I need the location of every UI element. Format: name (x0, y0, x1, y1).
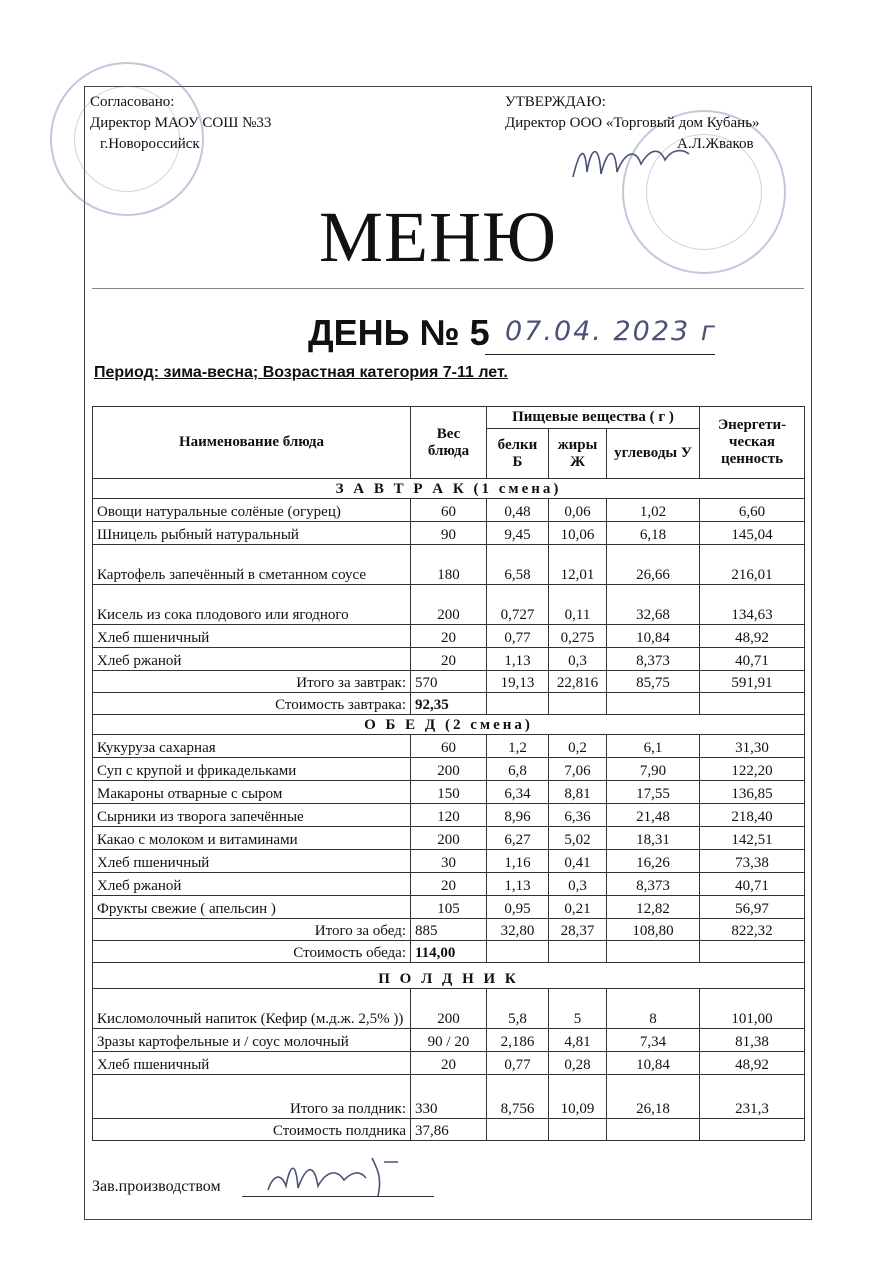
total-carbs: 85,75 (607, 671, 700, 693)
cell-dish-name: Хлеб пшеничный (93, 1052, 411, 1075)
cell-dish-name: Кукуруза сахарная (93, 735, 411, 758)
section-row (93, 479, 805, 499)
total-weight: 570 (411, 671, 487, 693)
approval-block-left (90, 92, 271, 155)
empty-cell (549, 693, 607, 715)
cell-protein: 0,48 (487, 499, 549, 522)
cost-row (93, 1119, 805, 1141)
cell-weight: 200 (411, 758, 487, 781)
cell-protein: 6,34 (487, 781, 549, 804)
cell-fat: 12,01 (549, 545, 607, 585)
total-protein: 32,80 (487, 919, 549, 941)
cell-carbs: 18,31 (607, 827, 700, 850)
director-signature (565, 132, 695, 187)
cell-protein: 1,13 (487, 648, 549, 671)
page-title: МЕНЮ (319, 197, 557, 277)
cell-dish-name: Кисель из сока плодового или ягодного (93, 585, 411, 625)
cell-weight: 20 (411, 625, 487, 648)
section-title: О Б Е Д (2 смена) (93, 715, 805, 735)
cell-dish-name: Какао с молоком и витаминами (93, 827, 411, 850)
cell-weight: 180 (411, 545, 487, 585)
empty-cell (487, 1119, 549, 1141)
table-row (93, 896, 805, 919)
total-weight: 885 (411, 919, 487, 941)
cell-carbs: 8,373 (607, 648, 700, 671)
total-carbs: 108,80 (607, 919, 700, 941)
empty-cell (487, 693, 549, 715)
header-energy: Энергети-ческая ценность (700, 407, 805, 479)
total-fat: 28,37 (549, 919, 607, 941)
header-carbs: углеводы У (607, 429, 700, 479)
total-energy: 591,91 (700, 671, 805, 693)
cost-value: 37,86 (411, 1119, 487, 1141)
cell-protein: 6,58 (487, 545, 549, 585)
cell-dish-name: Хлеб пшеничный (93, 625, 411, 648)
cost-label: Стоимость обеда: (93, 941, 411, 963)
date-underline (485, 354, 715, 355)
header-weight: Вес блюда (411, 407, 487, 479)
section-title: З А В Т Р А К (1 смена) (93, 479, 805, 499)
table-row (93, 735, 805, 758)
approval-left-line-1: Согласовано: (90, 94, 175, 110)
approver-name: А.Л.Жваков (677, 136, 754, 152)
table-row (93, 827, 805, 850)
cell-protein: 1,16 (487, 850, 549, 873)
cell-protein: 0,77 (487, 1052, 549, 1075)
cell-carbs: 1,02 (607, 499, 700, 522)
cell-fat: 0,06 (549, 499, 607, 522)
empty-cell (549, 941, 607, 963)
table-row (93, 873, 805, 896)
cell-dish-name: Картофель запечённый в сметанном соусе (93, 545, 411, 585)
total-dish-name: Итого за завтрак: (93, 671, 411, 693)
cell-fat: 0,3 (549, 648, 607, 671)
cell-carbs: 10,84 (607, 1052, 700, 1075)
cell-energy: 101,00 (700, 989, 805, 1029)
cell-protein: 8,96 (487, 804, 549, 827)
cell-protein: 0,77 (487, 625, 549, 648)
production-head-signature (262, 1148, 412, 1203)
approval-left-line-3: г.Новороссийск (100, 136, 200, 152)
total-fat: 10,09 (549, 1075, 607, 1119)
table-row (93, 781, 805, 804)
cell-energy: 73,38 (700, 850, 805, 873)
section-title: П О Л Д Н И К (93, 963, 805, 989)
cell-fat: 0,28 (549, 1052, 607, 1075)
period-line: Период: зима-весна; Возрастная категория 7-11 лет. (94, 364, 508, 381)
cost-label: Стоимость завтрака: (93, 693, 411, 715)
cell-carbs: 8 (607, 989, 700, 1029)
cost-value: 92,35 (411, 693, 487, 715)
handwritten-date: 07.04. 2023 г (505, 316, 717, 347)
table-row (93, 625, 805, 648)
cost-row (93, 941, 805, 963)
table-row (93, 1052, 805, 1075)
cell-fat: 0,2 (549, 735, 607, 758)
cell-fat: 4,81 (549, 1029, 607, 1052)
total-dish-name: Итого за полдник: (93, 1075, 411, 1119)
cell-dish-name: Макароны отварные с сыром (93, 781, 411, 804)
cell-protein: 9,45 (487, 522, 549, 545)
day-number: ДЕНЬ № 5 (308, 312, 490, 353)
cell-energy: 56,97 (700, 896, 805, 919)
cell-carbs: 21,48 (607, 804, 700, 827)
cell-energy: 142,51 (700, 827, 805, 850)
cell-weight: 200 (411, 989, 487, 1029)
cell-energy: 31,30 (700, 735, 805, 758)
cell-energy: 145,04 (700, 522, 805, 545)
cell-weight: 105 (411, 896, 487, 919)
total-energy: 822,32 (700, 919, 805, 941)
table-row (93, 522, 805, 545)
cell-carbs: 6,18 (607, 522, 700, 545)
title-rule (92, 288, 804, 289)
cell-carbs: 12,82 (607, 896, 700, 919)
total-weight: 330 (411, 1075, 487, 1119)
total-row (93, 671, 805, 693)
cell-protein: 5,8 (487, 989, 549, 1029)
table-row (93, 545, 805, 585)
cell-weight: 20 (411, 648, 487, 671)
cell-fat: 0,11 (549, 585, 607, 625)
cell-fat: 0,41 (549, 850, 607, 873)
cell-dish-name: Сырники из творога запечённые (93, 804, 411, 827)
cell-weight: 30 (411, 850, 487, 873)
table-row (93, 585, 805, 625)
cost-label: Стоимость полдника (93, 1119, 411, 1141)
total-energy: 231,3 (700, 1075, 805, 1119)
cell-carbs: 7,90 (607, 758, 700, 781)
cell-energy: 134,63 (700, 585, 805, 625)
empty-cell (549, 1119, 607, 1141)
menu-table-body (93, 479, 805, 1141)
empty-cell (607, 693, 700, 715)
total-protein: 19,13 (487, 671, 549, 693)
cell-fat: 0,275 (549, 625, 607, 648)
cell-fat: 6,36 (549, 804, 607, 827)
cell-energy: 136,85 (700, 781, 805, 804)
empty-cell (700, 941, 805, 963)
cell-dish-name: Хлеб пшеничный (93, 850, 411, 873)
cell-carbs: 16,26 (607, 850, 700, 873)
cell-dish-name: Фрукты свежие ( апельсин ) (93, 896, 411, 919)
cell-dish-name: Шницель рыбный натуральный (93, 522, 411, 545)
cell-energy: 122,20 (700, 758, 805, 781)
cell-protein: 1,2 (487, 735, 549, 758)
empty-cell (607, 941, 700, 963)
total-carbs: 26,18 (607, 1075, 700, 1119)
cell-protein: 1,13 (487, 873, 549, 896)
empty-cell (487, 941, 549, 963)
total-protein: 8,756 (487, 1075, 549, 1119)
cell-carbs: 7,34 (607, 1029, 700, 1052)
cell-weight: 200 (411, 585, 487, 625)
cell-carbs: 26,66 (607, 545, 700, 585)
cell-weight: 60 (411, 499, 487, 522)
cell-protein: 0,727 (487, 585, 549, 625)
cell-carbs: 6,1 (607, 735, 700, 758)
header-nutrients: Пищевые вещества ( г ) (487, 407, 700, 429)
cell-dish-name: Хлеб ржаной (93, 648, 411, 671)
approval-left-line-2: Директор МАОУ СОШ №33 (90, 115, 272, 131)
cell-carbs: 32,68 (607, 585, 700, 625)
table-row (93, 648, 805, 671)
cost-row (93, 693, 805, 715)
cell-energy: 40,71 (700, 873, 805, 896)
cost-value: 114,00 (411, 941, 487, 963)
cell-carbs: 10,84 (607, 625, 700, 648)
table-row (93, 1029, 805, 1052)
cell-carbs: 8,373 (607, 873, 700, 896)
production-head-label: Зав.производством (92, 1178, 221, 1195)
cell-weight: 90 / 20 (411, 1029, 487, 1052)
cell-energy: 81,38 (700, 1029, 805, 1052)
cell-dish-name: Зразы картофельные и / соус молочный (93, 1029, 411, 1052)
empty-cell (607, 1119, 700, 1141)
cell-weight: 20 (411, 1052, 487, 1075)
cell-fat: 7,06 (549, 758, 607, 781)
cell-energy: 48,92 (700, 1052, 805, 1075)
cell-weight: 120 (411, 804, 487, 827)
section-row (93, 963, 805, 989)
empty-cell (700, 1119, 805, 1141)
cell-fat: 8,81 (549, 781, 607, 804)
table-row (93, 804, 805, 827)
table-row (93, 850, 805, 873)
cell-dish-name: Хлеб ржаной (93, 873, 411, 896)
table-row (93, 499, 805, 522)
cell-weight: 200 (411, 827, 487, 850)
cell-fat: 5,02 (549, 827, 607, 850)
cell-energy: 40,71 (700, 648, 805, 671)
cell-weight: 90 (411, 522, 487, 545)
header-protein: белки Б (487, 429, 549, 479)
cell-energy: 48,92 (700, 625, 805, 648)
cell-protein: 6,27 (487, 827, 549, 850)
cell-dish-name: Овощи натуральные солёные (огурец) (93, 499, 411, 522)
header-dish-name: Наименование блюда (93, 407, 411, 479)
approval-right-line-1: УТВЕРЖДАЮ: (505, 94, 606, 110)
total-dish-name: Итого за обед: (93, 919, 411, 941)
approval-right-line-2: Директор ООО «Торговый дом Кубань» (505, 115, 760, 131)
menu-table (92, 406, 805, 1141)
total-fat: 22,816 (549, 671, 607, 693)
cell-fat: 10,06 (549, 522, 607, 545)
cell-weight: 60 (411, 735, 487, 758)
cell-weight: 20 (411, 873, 487, 896)
cell-protein: 6,8 (487, 758, 549, 781)
cell-energy: 216,01 (700, 545, 805, 585)
total-row (93, 1075, 805, 1119)
cell-energy: 6,60 (700, 499, 805, 522)
total-row (93, 919, 805, 941)
section-row (93, 715, 805, 735)
cell-dish-name: Кисломолочный напиток (Кефир (м.д.ж. 2,5% )) (93, 989, 411, 1029)
cell-protein: 2,186 (487, 1029, 549, 1052)
header-fat: жиры Ж (549, 429, 607, 479)
cell-fat: 0,3 (549, 873, 607, 896)
table-row (93, 758, 805, 781)
cell-dish-name: Суп с крупой и фрикадельками (93, 758, 411, 781)
empty-cell (700, 693, 805, 715)
cell-protein: 0,95 (487, 896, 549, 919)
cell-carbs: 17,55 (607, 781, 700, 804)
cell-energy: 218,40 (700, 804, 805, 827)
cell-weight: 150 (411, 781, 487, 804)
cell-fat: 0,21 (549, 896, 607, 919)
cell-fat: 5 (549, 989, 607, 1029)
table-row (93, 989, 805, 1029)
